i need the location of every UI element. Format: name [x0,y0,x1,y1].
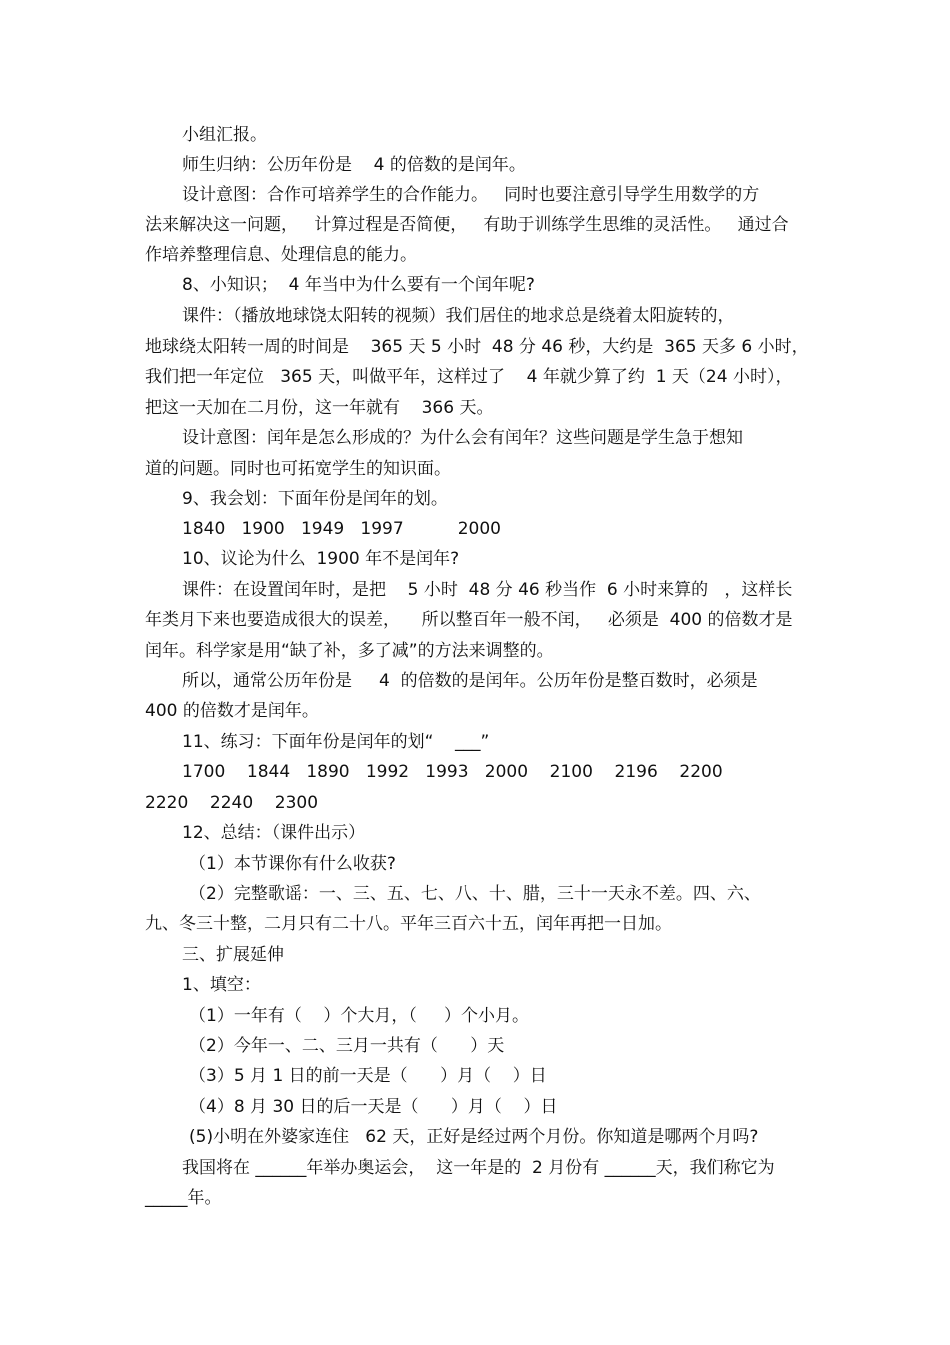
year-list: 1840 1900 1949 1997 2000 [182,519,501,539]
text-line: 师生归纳：公历年份是 4 的倍数的是闰年。 [182,155,526,175]
year-list: 1700 1844 1890 1992 1993 2000 2100 2196 2200 [182,762,723,782]
text-line: 九、冬三十整，二月只有二十八。平年三百六十五，闰年再把一日加。 [145,914,672,934]
text-line: 所以，通常公历年份是 4 的倍数的是闰年。公历年份是整百数时，必须是 [182,671,758,691]
text-line: （3）5 月 1 日的前一天是（ ）月（ ）日 [189,1066,547,1086]
text-line: 法来解决这一问题， 计算过程是否简便， 有助于训练学生思维的灵活性。 通过合 [145,215,789,235]
text-line: 年类月下来也要造成很大的误差， 所以整百年一般不闰， 必须是 400 的倍数才是 [145,610,793,630]
text-line: 闰年。科学家是用“缺了补，多了减”的方法来调整的。 [145,641,554,661]
text-line: （1）一年有（ ）个大月，（ ）个小月。 [189,1006,529,1026]
text-line: （4）8 月 30 日的后一天是（ ）月（ ）日 [189,1097,558,1117]
text-line: 我们把一年定位 365 天，叫做平年，这样过了 4 年就少算了约 1 天（24 小时）， [145,367,793,387]
text-line: 作培养整理信息、处理信息的能力。 [145,245,417,265]
text-line: 课件：在设置闰年时，是把 5 小时 48 分 46 秒当作 6 小时来算的 ，这样长 [182,580,793,600]
text-line: 设计意图：合作可培养学生的合作能力。 同时也要注意引导学生用数学的方 [182,185,760,205]
text-line: 8、小知识； 4 年当中为什么要有一个闰年呢? [182,275,535,295]
text-line: 11、练习：下面年份是闰年的划“ ___” [182,732,490,752]
text-line: 地球绕太阳转一周的时间是 365 天 5 小时 48 分 46 秒，大约是 365 天多 6 小时， [145,337,809,357]
text-line: 1、填空： [182,975,261,995]
text-line: 12、总结：（课件出示） [182,823,366,843]
text-line: (5)小明在外婆家连住 62 天，正好是经过两个月份。你知道是哪两个月吗? [189,1127,759,1147]
text-line: （2）完整歌谣：一、三、五、七、八、十、腊，三十一天永不差。四、六、 [189,884,761,904]
text-line: 设计意图：闰年是怎么形成的？为什么会有闰年？这些问题是学生急于想知 [182,428,743,448]
text-line: 我国将在 ______年举办奥运会， 这一年是的 2 月份有 ______天，我们称它为 [182,1158,775,1178]
text-line: 9、我会划：下面年份是闰年的划。 [182,489,448,509]
text-line: （1）本节课你有什么收获? [189,854,396,874]
text-line: 把这一天加在二月份，这一年就有 366 天。 [145,398,494,418]
text-line: （2）今年一、二、三月一共有（ ）天 [189,1036,505,1056]
text-line: 道的问题。同时也可拓宽学生的知识面。 [145,459,451,479]
text-line: 10、议论为什么 1900 年不是闰年? [182,549,460,569]
text-line: _____年。 [145,1188,222,1208]
text-line: 课件：（播放地球饶太阳转的视频）我们居住的地求总是绕着太阳旋转的， [182,306,735,326]
section-heading: 三、扩展延伸 [182,945,284,965]
text-line: 小组汇报。 [182,125,267,145]
year-list: 2220 2240 2300 [145,793,319,813]
text-line: 400 的倍数才是闰年。 [145,701,319,721]
